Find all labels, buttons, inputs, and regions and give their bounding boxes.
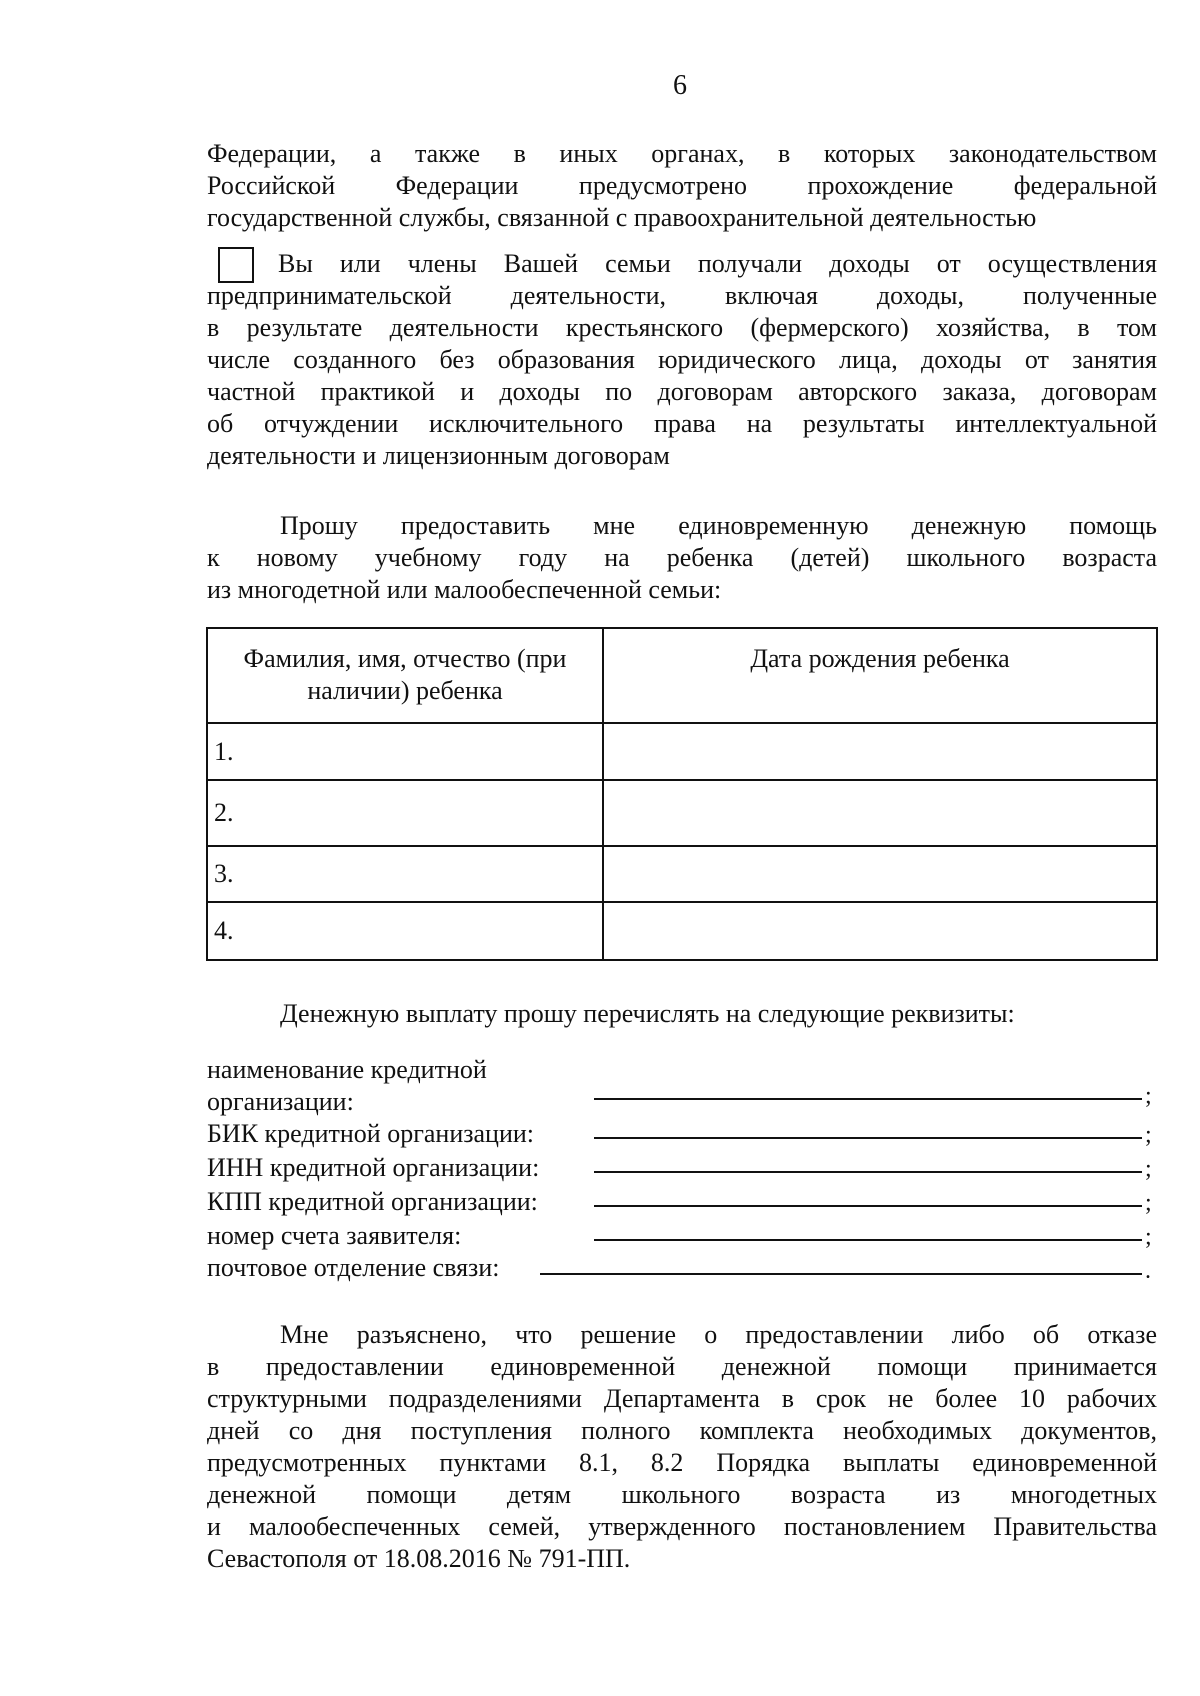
closing-line: Севастополя от 18.08.2016 № 791-ПП. [207, 1544, 631, 1573]
request-line: из многодетной или малообеспеченной семьи: [207, 575, 722, 604]
closing-line: денежной помощи детям школьного возраста из многодетных [207, 1480, 1157, 1509]
account-label: номер счета заявителя: [207, 1221, 462, 1250]
child-name-cell[interactable]: 4. [207, 902, 603, 960]
page-number: 6 [673, 70, 687, 101]
column-header-birth-date: Дата рождения ребенка [603, 628, 1157, 723]
inn-end: ; [1145, 1156, 1152, 1182]
post-office-end: . [1145, 1258, 1151, 1284]
table-row [207, 846, 1157, 902]
bank-name-end: ; [1145, 1083, 1152, 1109]
business-income-line: в результате деятельности крестьянского (фермерского) хозяйства, в том [207, 313, 1157, 342]
closing-line: предусмотренных пунктами 8.1, 8.2 Порядка выплаты единовременной [207, 1448, 1157, 1477]
business-income-line: предпринимательской деятельности, включая доходы, полученные [207, 281, 1157, 310]
table-row [207, 723, 1157, 780]
child-name-cell[interactable]: 1. [207, 723, 603, 780]
birth-date-cell[interactable] [603, 902, 1157, 960]
bank-name-label: наименование кредитной [207, 1055, 487, 1084]
intro-line: Российской Федерации предусмотрено прохождение федеральной [207, 171, 1157, 200]
child-name-cell[interactable]: 3. [207, 846, 603, 902]
business-income-line: числе созданного без образования юридического лица, доходы от занятия [207, 345, 1157, 374]
table-row [207, 780, 1157, 846]
bik-field[interactable] [594, 1137, 1142, 1139]
birth-date-cell[interactable] [603, 723, 1157, 780]
closing-line: структурными подразделениями Департамента в срок не более 10 рабочих [207, 1384, 1157, 1413]
birth-date-cell[interactable] [603, 780, 1157, 846]
post-office-label: почтовое отделение связи: [207, 1253, 500, 1282]
post-office-field[interactable] [540, 1273, 1142, 1275]
account-field[interactable] [594, 1239, 1142, 1241]
inn-field[interactable] [594, 1171, 1142, 1173]
bik-end: ; [1145, 1122, 1152, 1148]
child-name-cell[interactable]: 2. [207, 780, 603, 846]
bank-name-label: организации: [207, 1087, 354, 1116]
payment-heading: Денежную выплату прошу перечислять на следующие реквизиты: [280, 999, 1015, 1028]
intro-line: государственной службы, связанной с правоохранительной деятельностью [207, 203, 1037, 232]
inn-label: ИНН кредитной организации: [207, 1153, 540, 1182]
birth-date-cell[interactable] [603, 846, 1157, 902]
table-row [207, 902, 1157, 960]
column-header-child-name: Фамилия, имя, отчество (при наличии) ребенка [207, 628, 603, 723]
closing-line: Мне разъяснено, что решение о предоставлении либо об отказе [280, 1320, 1157, 1349]
children-table [206, 627, 1158, 961]
business-income-line: деятельности и лицензионным договорам [207, 441, 670, 470]
account-end: ; [1145, 1224, 1152, 1250]
request-line: Прошу предоставить мне единовременную денежную помощь [280, 511, 1157, 540]
business-income-checkbox[interactable] [218, 247, 254, 283]
closing-line: и малообеспеченных семей, утвержденного постановлением Правительства [207, 1512, 1157, 1541]
business-income-line: об отчуждении исключительного права на результаты интеллектуальной [207, 409, 1157, 438]
closing-line: в предоставлении единовременной денежной помощи принимается [207, 1352, 1157, 1381]
kpp-end: ; [1145, 1190, 1152, 1216]
request-line: к новому учебному году на ребенка (детей) школьного возраста [207, 543, 1157, 572]
business-income-line: частной практикой и доходы по договорам авторского заказа, договорам [207, 377, 1157, 406]
table-header-row [207, 628, 1157, 723]
closing-line: дней со дня поступления полного комплекта необходимых документов, [207, 1416, 1157, 1445]
business-income-line: Вы или члены Вашей семьи получали доходы от осуществления [278, 249, 1157, 278]
bik-label: БИК кредитной организации: [207, 1119, 535, 1148]
intro-line: Федерации, а также в иных органах, в которых законодательством [207, 139, 1157, 168]
kpp-field[interactable] [594, 1205, 1142, 1207]
kpp-label: КПП кредитной организации: [207, 1187, 538, 1216]
bank-name-field[interactable] [594, 1098, 1142, 1100]
